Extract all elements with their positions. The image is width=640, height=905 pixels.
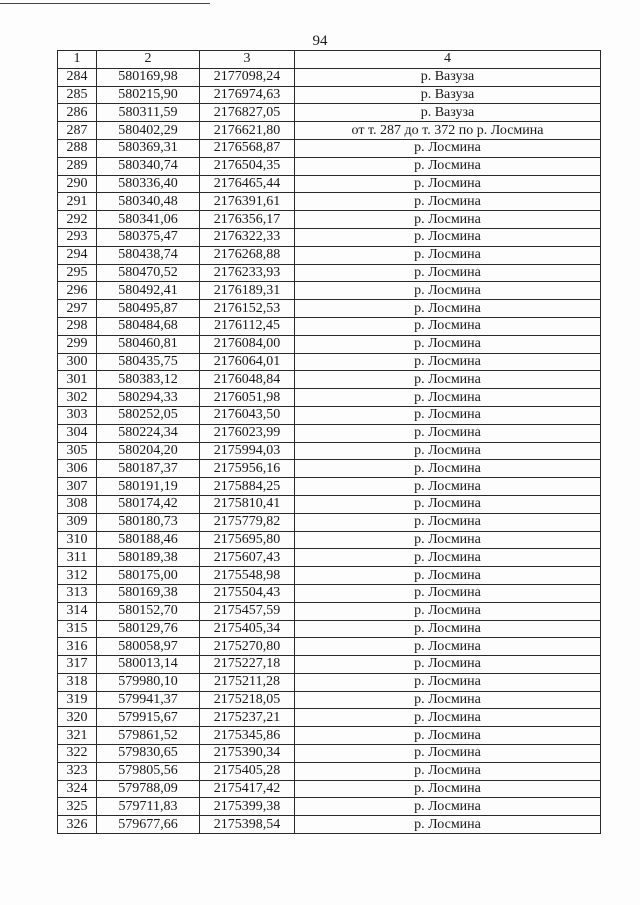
x-coordinate-cell: 580152,70 — [97, 602, 200, 620]
description-cell: р. Лосмина — [295, 371, 601, 389]
point-number-cell: 321 — [58, 727, 97, 745]
x-coordinate-cell: 580435,75 — [97, 353, 200, 371]
description-cell: р. Лосмина — [295, 495, 601, 513]
table-row — [58, 495, 601, 513]
y-coordinate-cell: 2177098,24 — [200, 68, 295, 86]
table-row — [58, 246, 601, 264]
y-coordinate-cell: 2176112,45 — [200, 317, 295, 335]
table-row — [58, 193, 601, 211]
y-coordinate-cell: 2175211,28 — [200, 673, 295, 691]
y-coordinate-cell: 2175237,21 — [200, 709, 295, 727]
point-number-cell: 289 — [58, 157, 97, 175]
x-coordinate-cell: 580495,87 — [97, 300, 200, 318]
point-number-cell: 303 — [58, 406, 97, 424]
table-row — [58, 780, 601, 798]
point-number-cell: 320 — [58, 709, 97, 727]
y-coordinate-cell: 2176356,17 — [200, 211, 295, 229]
point-number-cell: 300 — [58, 353, 97, 371]
x-coordinate-cell: 580460,81 — [97, 335, 200, 353]
column-header-number: 1 — [58, 51, 97, 69]
table-row — [58, 727, 601, 745]
x-coordinate-cell: 579788,09 — [97, 780, 200, 798]
y-coordinate-cell: 2175607,43 — [200, 549, 295, 567]
description-cell: р. Лосмина — [295, 762, 601, 780]
x-coordinate-cell: 580252,05 — [97, 406, 200, 424]
point-number-cell: 306 — [58, 460, 97, 478]
description-cell: р. Вазуза — [295, 68, 601, 86]
point-number-cell: 296 — [58, 282, 97, 300]
x-coordinate-cell: 580191,19 — [97, 478, 200, 496]
table-row — [58, 460, 601, 478]
y-coordinate-cell: 2176233,93 — [200, 264, 295, 282]
table-row — [58, 139, 601, 157]
point-number-cell: 317 — [58, 656, 97, 674]
y-coordinate-cell: 2175695,80 — [200, 531, 295, 549]
description-cell: р. Лосмина — [295, 673, 601, 691]
y-coordinate-cell: 2176465,44 — [200, 175, 295, 193]
table-row — [58, 335, 601, 353]
description-cell: р. Лосмина — [295, 567, 601, 585]
point-number-cell: 305 — [58, 442, 97, 460]
table-row — [58, 638, 601, 656]
column-header-x: 2 — [97, 51, 200, 69]
table-row — [58, 317, 601, 335]
point-number-cell: 288 — [58, 139, 97, 157]
x-coordinate-cell: 580174,42 — [97, 495, 200, 513]
header-rule — [0, 3, 210, 4]
x-coordinate-cell: 580311,59 — [97, 104, 200, 122]
y-coordinate-cell: 2176568,87 — [200, 139, 295, 157]
description-cell: р. Лосмина — [295, 602, 601, 620]
description-cell: р. Лосмина — [295, 691, 601, 709]
description-cell: р. Лосмина — [295, 442, 601, 460]
table-row — [58, 513, 601, 531]
x-coordinate-cell: 580169,38 — [97, 584, 200, 602]
table-row — [58, 816, 601, 834]
description-cell: р. Лосмина — [295, 353, 601, 371]
y-coordinate-cell: 2175270,80 — [200, 638, 295, 656]
table-row — [58, 478, 601, 496]
description-cell: р. Лосмина — [295, 620, 601, 638]
x-coordinate-cell: 580224,34 — [97, 424, 200, 442]
point-number-cell: 297 — [58, 300, 97, 318]
x-coordinate-cell: 580402,29 — [97, 122, 200, 140]
point-number-cell: 299 — [58, 335, 97, 353]
description-cell: р. Лосмина — [295, 211, 601, 229]
x-coordinate-cell: 580340,48 — [97, 193, 200, 211]
y-coordinate-cell: 2175398,54 — [200, 816, 295, 834]
x-coordinate-cell: 580492,41 — [97, 282, 200, 300]
y-coordinate-cell: 2176043,50 — [200, 406, 295, 424]
y-coordinate-cell: 2176189,31 — [200, 282, 295, 300]
table-row — [58, 157, 601, 175]
description-cell: р. Лосмина — [295, 584, 601, 602]
table-row — [58, 762, 601, 780]
description-cell: р. Лосмина — [295, 780, 601, 798]
y-coordinate-cell: 2176974,63 — [200, 86, 295, 104]
description-cell: р. Лосмина — [295, 282, 601, 300]
point-number-cell: 292 — [58, 211, 97, 229]
x-coordinate-cell: 580187,37 — [97, 460, 200, 478]
description-cell: р. Лосмина — [295, 175, 601, 193]
y-coordinate-cell: 2176048,84 — [200, 371, 295, 389]
point-number-cell: 322 — [58, 745, 97, 763]
y-coordinate-cell: 2175810,41 — [200, 495, 295, 513]
description-cell: р. Лосмина — [295, 264, 601, 282]
description-cell: р. Лосмина — [295, 139, 601, 157]
table-row — [58, 353, 601, 371]
x-coordinate-cell: 579915,67 — [97, 709, 200, 727]
description-cell: р. Лосмина — [295, 406, 601, 424]
y-coordinate-cell: 2175994,03 — [200, 442, 295, 460]
description-cell: р. Лосмина — [295, 300, 601, 318]
x-coordinate-cell: 580169,98 — [97, 68, 200, 86]
table-body — [58, 68, 601, 833]
x-coordinate-cell: 580484,68 — [97, 317, 200, 335]
description-cell: р. Лосмина — [295, 638, 601, 656]
table-row — [58, 442, 601, 460]
x-coordinate-cell: 580215,90 — [97, 86, 200, 104]
table-row — [58, 104, 601, 122]
point-number-cell: 323 — [58, 762, 97, 780]
y-coordinate-cell: 2176152,53 — [200, 300, 295, 318]
table-row — [58, 798, 601, 816]
x-coordinate-cell: 580383,12 — [97, 371, 200, 389]
point-number-cell: 304 — [58, 424, 97, 442]
x-coordinate-cell: 580013,14 — [97, 656, 200, 674]
y-coordinate-cell: 2175884,25 — [200, 478, 295, 496]
point-number-cell: 298 — [58, 317, 97, 335]
x-coordinate-cell: 580129,76 — [97, 620, 200, 638]
point-number-cell: 315 — [58, 620, 97, 638]
y-coordinate-cell: 2175390,34 — [200, 745, 295, 763]
point-number-cell: 285 — [58, 86, 97, 104]
y-coordinate-cell: 2175399,38 — [200, 798, 295, 816]
y-coordinate-cell: 2176023,99 — [200, 424, 295, 442]
y-coordinate-cell: 2175779,82 — [200, 513, 295, 531]
x-coordinate-cell: 580340,74 — [97, 157, 200, 175]
description-cell: р. Лосмина — [295, 549, 601, 567]
point-number-cell: 294 — [58, 246, 97, 264]
x-coordinate-cell: 580438,74 — [97, 246, 200, 264]
description-cell: от т. 287 до т. 372 по р. Лосмина — [295, 122, 601, 140]
x-coordinate-cell: 580341,06 — [97, 211, 200, 229]
description-cell: р. Лосмина — [295, 317, 601, 335]
y-coordinate-cell: 2175457,59 — [200, 602, 295, 620]
table-row — [58, 122, 601, 140]
x-coordinate-cell: 580058,97 — [97, 638, 200, 656]
table-row — [58, 406, 601, 424]
description-cell: р. Лосмина — [295, 246, 601, 264]
description-cell: р. Лосмина — [295, 228, 601, 246]
point-number-cell: 301 — [58, 371, 97, 389]
table-row — [58, 584, 601, 602]
table-row — [58, 620, 601, 638]
point-number-cell: 312 — [58, 567, 97, 585]
table-row — [58, 264, 601, 282]
table-row — [58, 745, 601, 763]
description-cell: р. Лосмина — [295, 727, 601, 745]
table-row — [58, 371, 601, 389]
x-coordinate-cell: 579980,10 — [97, 673, 200, 691]
table-row — [58, 673, 601, 691]
x-coordinate-cell: 579711,83 — [97, 798, 200, 816]
y-coordinate-cell: 2175345,86 — [200, 727, 295, 745]
x-coordinate-cell: 579677,66 — [97, 816, 200, 834]
description-cell: р. Вазуза — [295, 104, 601, 122]
description-cell: р. Лосмина — [295, 798, 601, 816]
y-coordinate-cell: 2176051,98 — [200, 389, 295, 407]
y-coordinate-cell: 2176084,00 — [200, 335, 295, 353]
table-row — [58, 300, 601, 318]
x-coordinate-cell: 580470,52 — [97, 264, 200, 282]
x-coordinate-cell: 579861,52 — [97, 727, 200, 745]
point-number-cell: 325 — [58, 798, 97, 816]
point-number-cell: 284 — [58, 68, 97, 86]
point-number-cell: 316 — [58, 638, 97, 656]
y-coordinate-cell: 2175218,05 — [200, 691, 295, 709]
y-coordinate-cell: 2175227,18 — [200, 656, 295, 674]
y-coordinate-cell: 2176268,88 — [200, 246, 295, 264]
y-coordinate-cell: 2175417,42 — [200, 780, 295, 798]
y-coordinate-cell: 2176827,05 — [200, 104, 295, 122]
x-coordinate-cell: 580375,47 — [97, 228, 200, 246]
point-number-cell: 326 — [58, 816, 97, 834]
point-number-cell: 287 — [58, 122, 97, 140]
description-cell: р. Лосмина — [295, 709, 601, 727]
description-cell: р. Лосмина — [295, 193, 601, 211]
point-number-cell: 324 — [58, 780, 97, 798]
column-header-description: 4 — [295, 51, 601, 69]
x-coordinate-cell: 579830,65 — [97, 745, 200, 763]
point-number-cell: 295 — [58, 264, 97, 282]
column-header-y: 3 — [200, 51, 295, 69]
y-coordinate-cell: 2175405,28 — [200, 762, 295, 780]
table-row — [58, 211, 601, 229]
x-coordinate-cell: 580294,33 — [97, 389, 200, 407]
table-row — [58, 656, 601, 674]
point-number-cell: 290 — [58, 175, 97, 193]
x-coordinate-cell: 580175,00 — [97, 567, 200, 585]
description-cell: р. Лосмина — [295, 335, 601, 353]
y-coordinate-cell: 2176322,33 — [200, 228, 295, 246]
point-number-cell: 309 — [58, 513, 97, 531]
table-row — [58, 567, 601, 585]
table-row — [58, 389, 601, 407]
coordinates-table — [57, 50, 601, 834]
y-coordinate-cell: 2176064,01 — [200, 353, 295, 371]
table-row — [58, 531, 601, 549]
y-coordinate-cell: 2176621,80 — [200, 122, 295, 140]
table-row — [58, 602, 601, 620]
x-coordinate-cell: 580188,46 — [97, 531, 200, 549]
point-number-cell: 293 — [58, 228, 97, 246]
point-number-cell: 313 — [58, 584, 97, 602]
y-coordinate-cell: 2175548,98 — [200, 567, 295, 585]
y-coordinate-cell: 2176391,61 — [200, 193, 295, 211]
table-row — [58, 691, 601, 709]
point-number-cell: 286 — [58, 104, 97, 122]
point-number-cell: 310 — [58, 531, 97, 549]
table-header-row — [58, 51, 601, 69]
description-cell: р. Вазуза — [295, 86, 601, 104]
table-row — [58, 68, 601, 86]
point-number-cell: 291 — [58, 193, 97, 211]
table-row — [58, 549, 601, 567]
x-coordinate-cell: 580204,20 — [97, 442, 200, 460]
table-row — [58, 709, 601, 727]
table-row — [58, 282, 601, 300]
description-cell: р. Лосмина — [295, 424, 601, 442]
point-number-cell: 308 — [58, 495, 97, 513]
table-row — [58, 424, 601, 442]
table-row — [58, 175, 601, 193]
y-coordinate-cell: 2175405,34 — [200, 620, 295, 638]
x-coordinate-cell: 579941,37 — [97, 691, 200, 709]
description-cell: р. Лосмина — [295, 460, 601, 478]
point-number-cell: 311 — [58, 549, 97, 567]
point-number-cell: 307 — [58, 478, 97, 496]
point-number-cell: 318 — [58, 673, 97, 691]
page-number: 94 — [312, 33, 328, 49]
x-coordinate-cell: 580336,40 — [97, 175, 200, 193]
x-coordinate-cell: 580369,31 — [97, 139, 200, 157]
y-coordinate-cell: 2175956,16 — [200, 460, 295, 478]
table-row — [58, 86, 601, 104]
point-number-cell: 302 — [58, 389, 97, 407]
description-cell: р. Лосмина — [295, 389, 601, 407]
point-number-cell: 314 — [58, 602, 97, 620]
y-coordinate-cell: 2176504,35 — [200, 157, 295, 175]
description-cell: р. Лосмина — [295, 513, 601, 531]
table-row — [58, 228, 601, 246]
x-coordinate-cell: 580189,38 — [97, 549, 200, 567]
description-cell: р. Лосмина — [295, 816, 601, 834]
description-cell: р. Лосмина — [295, 531, 601, 549]
description-cell: р. Лосмина — [295, 745, 601, 763]
description-cell: р. Лосмина — [295, 656, 601, 674]
point-number-cell: 319 — [58, 691, 97, 709]
y-coordinate-cell: 2175504,43 — [200, 584, 295, 602]
x-coordinate-cell: 580180,73 — [97, 513, 200, 531]
description-cell: р. Лосмина — [295, 478, 601, 496]
x-coordinate-cell: 579805,56 — [97, 762, 200, 780]
description-cell: р. Лосмина — [295, 157, 601, 175]
